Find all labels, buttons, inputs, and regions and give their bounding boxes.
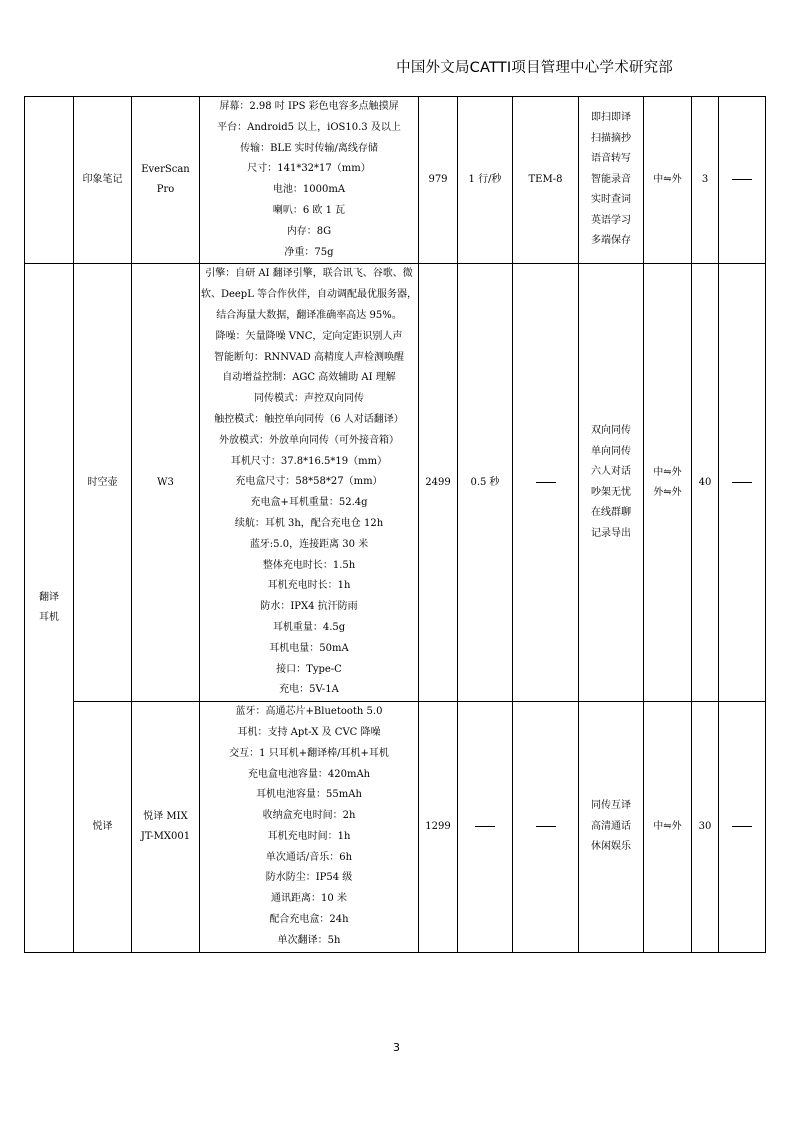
spec-line: 耳机电量：50mA [269,642,349,654]
language-count: 30 [698,820,712,832]
spec-line: 喇叭：6 欧 1 瓦 [272,204,346,216]
dash-mark [536,826,556,827]
spec-line: 电池：1000mA [272,184,346,196]
price-value: 2499 [425,476,451,488]
spec-line: 传输：BLE 实时传输/离线存储 [240,142,378,154]
remark-cell [719,264,766,702]
spec-line: 耳机充电时间：1h [267,830,351,842]
table-row [25,97,766,264]
spec-line: 蓝牙：高通芯片+Bluetooth 5.0 [235,706,383,718]
product-name-cell [74,264,132,702]
spec-line: 耳机尺寸：37.8*16.5*19（mm） [230,455,388,467]
speed-cell [458,702,513,953]
spec-line: 同传模式：声控双向同传 [254,393,364,405]
dash-mark [732,482,752,483]
language-direction: 中⇋外 [653,466,682,478]
model-line: JT-MX001 [140,830,191,842]
languages-cell [644,264,692,702]
model-cell [132,97,200,264]
spec-line: 接口：Type-C [276,663,342,675]
spec-line: 平台：Android5 以上，iOS10.3 及以上 [217,121,401,133]
model-cell [132,264,200,702]
spec-line: 耳机电池容量：55mAh [256,789,362,801]
spec-line: 充电盒+耳机重量：52.4g [250,497,368,509]
spec-line: 降噪：矢量降噪 VNC，定向定距识别人声 [215,330,403,342]
speed-cell [458,264,513,702]
model-line: Pro [156,184,175,196]
spec-line: 软、DeepL 等合作伙伴，自动调配最优服务器， [200,289,418,301]
spec-line: 防水：IPX4 抗汗防雨 [260,601,358,613]
spec-line: 结合海量大数据，翻译准确率高达 95%。 [216,309,402,321]
function-item: 即扫即译 [591,112,631,124]
standard-value: TEM-8 [528,174,563,186]
spec-line: 内存：8G [286,225,332,237]
spec-line: 整体充电时长：1.5h [262,559,356,571]
table-row [25,702,766,953]
language-count: 40 [698,476,712,488]
function-item: 双向同传 [591,425,631,437]
price-cell [419,264,458,702]
speed-value: 0.5 秒 [470,476,500,488]
price-value: 979 [428,174,448,186]
language-count-cell [692,264,719,702]
dash-mark [732,179,752,180]
specs-cell [200,264,419,702]
spec-line: 尺寸：141*32*17（mm） [247,163,371,175]
function-item: 实时查词 [591,194,631,206]
function-item: 单向同传 [591,445,631,457]
model-line: W3 [157,476,174,488]
remark-cell [719,97,766,264]
functions-cell [579,97,644,264]
language-count-cell [692,702,719,953]
page-header-title: 中国外文局CATTI项目管理中心学术研究部 [396,60,673,76]
standard-cell [513,702,579,953]
price-value: 1299 [425,820,451,832]
language-direction: 中⇋外 [653,820,682,832]
speed-cell [458,97,513,264]
languages-cell [644,97,692,264]
function-item: 高清通话 [591,820,631,832]
functions-cell [579,264,644,702]
function-item: 吵架无忧 [591,486,631,498]
spec-line: 蓝牙:5.0，连接距离 30 米 [249,538,369,550]
spec-line: 耳机充电时长：1h [267,580,351,592]
product-name: 悦译 [92,820,113,832]
product-name-cell [74,97,132,264]
spec-line: 防水防尘：IP54 级 [265,872,353,884]
languages-cell [644,702,692,953]
spec-line: 自动增益控制：AGC 高效辅助 AI 理解 [222,372,396,384]
product-comparison-table [24,96,766,953]
dash-mark [732,826,752,827]
spec-line: 净重：75g [284,246,334,258]
dash-mark [536,482,556,483]
spec-line: 配合充电盒：24h [269,914,349,926]
model-cell [132,702,200,953]
language-count-cell [692,97,719,264]
function-item: 多端保存 [591,235,631,247]
speed-value: 1 行/秒 [468,174,502,186]
spec-line: 单次通话/音乐：6h [265,851,353,863]
spec-line: 充电盒电池容量：420mAh [247,768,371,780]
spec-line: 交互：1 只耳机+翻译棒/耳机+耳机 [229,747,389,759]
category-label-line: 翻译 [39,592,59,604]
product-name: 印象笔记 [82,174,123,186]
spec-line: 智能断句：RNNVAD 高精度人声检测唤醒 [214,351,404,363]
remark-cell [719,702,766,953]
spec-line: 触控模式：触控单向同传（6 人对话翻译） [214,413,404,425]
function-item: 六人对话 [591,466,631,478]
model-line: 悦译 MIX [143,810,188,822]
spec-line: 通讯距离：10 米 [271,893,347,905]
standard-cell [513,264,579,702]
price-cell [419,702,458,953]
spec-line: 耳机重量：4.5g [272,621,346,633]
spec-line: 耳机：支持 Apt-X 及 CVC 降噪 [237,726,381,738]
table-row [25,264,766,702]
spec-line: 单次翻译：5h [277,934,341,946]
spec-line: 引擎：自研 AI 翻译引擎，联合讯飞、谷歌、微 [205,268,413,280]
function-item: 休闲娱乐 [591,841,631,853]
function-item: 在线群聊 [591,507,631,519]
function-item: 扫描摘抄 [591,132,631,144]
language-direction: 中⇋外 [653,174,682,186]
price-cell [419,97,458,264]
model-line: EverScan [141,164,190,176]
spec-line: 屏幕：2.98 吋 IPS 彩色电容多点触摸屏 [219,101,399,112]
product-name: 时空壶 [87,476,118,488]
spec-line: 续航：耳机 3h，配合充电仓 12h [234,517,384,529]
language-direction: 外⇋外 [653,486,682,498]
function-item: 记录导出 [591,527,631,539]
specs-cell [200,97,419,264]
dash-mark [475,826,495,827]
spec-line: 充电盒尺寸：58*58*27（mm） [235,476,383,488]
page-number: 3 [393,1041,400,1054]
category-cell [25,264,74,952]
category-cell [25,97,74,264]
product-name-cell [74,702,132,953]
function-item: 英语学习 [591,214,631,226]
function-item: 智能录音 [591,173,631,185]
language-count: 3 [701,174,709,186]
spec-line: 收纳盒充电时间：2h [262,810,356,822]
standard-cell [513,97,579,264]
category-label-line: 耳机 [39,612,59,624]
spec-line: 外放模式：外放单向同传（可外接音箱） [219,434,399,446]
function-item: 语音转写 [591,153,631,165]
functions-cell [579,702,644,953]
specs-cell [200,702,419,953]
spec-line: 充电：5V-1A [279,684,339,696]
function-item: 同传互译 [591,800,631,812]
